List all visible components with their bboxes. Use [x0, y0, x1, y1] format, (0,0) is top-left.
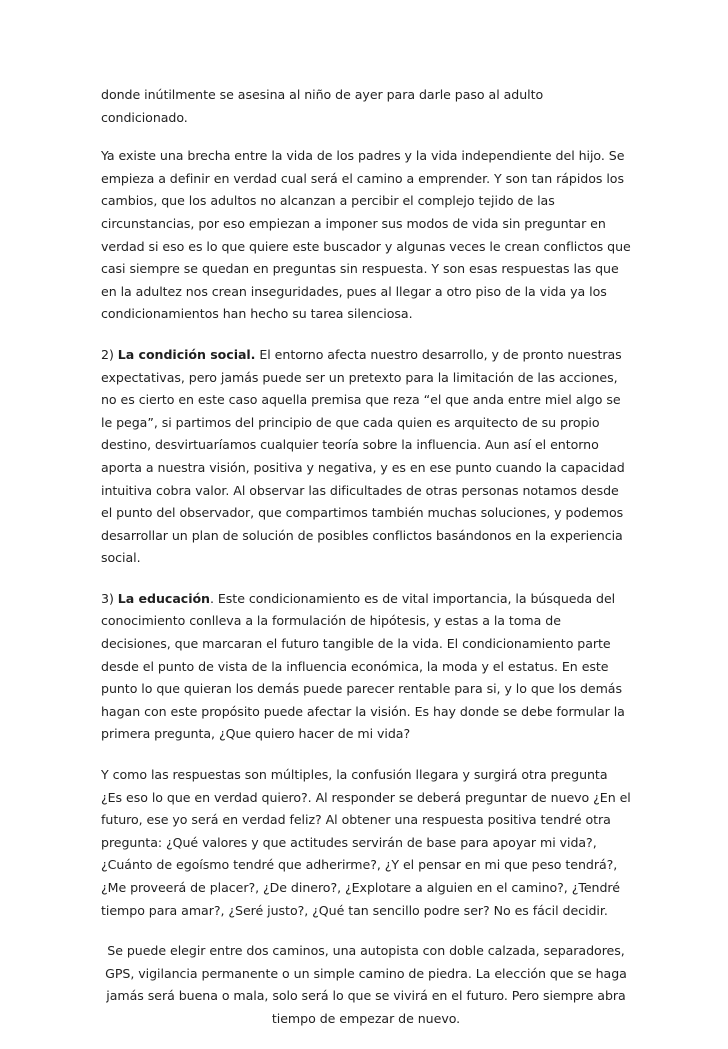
section-heading-education: La educación: [117, 590, 210, 606]
section-heading-social: La condición social.: [117, 346, 256, 362]
section-body-education: . Este condicionamiento es de vital importancia, la búsqueda del conocimiento conlleva a la formulación de hipótesis, y estas a la toma de decisiones, que marcaran el futuro tangible de la vida. El condicionamiento parte desde el punto de vista de la influencia económica, la moda y el estatus. En este punto lo que quieran los demás puede parecer rentable para si, y lo que los demás hagan con este propósito puede afectar la visión. Es hay donde se debe formular la primera pregunta, ¿Que quiero hacer de mi vida?: [101, 590, 625, 742]
document-page: [101, 84, 631, 1049]
section-body-social: El entorno afecta nuestro desarrollo, y de pronto nuestras expectativas, pero jamás puede ser un pretexto para la limitación de las acciones, no es cierto en este caso aquella premisa que reza “el que anda entre miel algo se le pega”, si partimos del principio de que cada quien es arquitecto de su propio destino, desvirtuaríamos cualquier teoría sobre la influencia. Aun así el entorno aporta a nuestra visión, positiva y negativa, y es en ese punto cuando la capacidad intuitiva cobra valor. Al observar las dificultades de otras personas notamos desde el punto del observador, que compartimos también muchas soluciones, y podemos desarrollar un plan de solución de posibles conflictos basándonos en la experiencia social.: [101, 346, 625, 566]
paragraph-questions: Y como las respuestas son múltiples, la confusión llegara y surgirá otra pregunta ¿Es eso lo que en verdad quiero?. Al responder se deberá preguntar de nuevo ¿En el futuro, ese yo será en verdad feliz? Al obtener una respuesta positiva tendré otra pregunta: ¿Qué valores y que actitudes servirán de base para apoyar mi vida?, ¿Cuánto de egoísmo tendré que adherirme?, ¿Y el pensar en mi que peso tendrá?, ¿Me proveerá de placer?, ¿De dinero?, ¿Explotare a alguien en el camino?, ¿Tendré tiempo para amar?, ¿Seré justo?, ¿Qué tan sencillo podre ser? No es fácil decidir.: [101, 767, 631, 918]
paragraph-closing: Se puede elegir entre dos caminos, una autopista con doble calzada, separadores, GPS, vigilancia permanente o un simple camino de piedra. La elección que se haga jamás será buena o mala, solo será lo que se vivirá en el futuro. Pero siempre abra tiempo de empezar de nuevo.: [105, 943, 627, 1026]
paragraph-1: donde inútilmente se asesina al niño de ayer para darle paso al adulto condicionado.: [101, 87, 544, 125]
section-number: 3): [101, 590, 118, 606]
paragraph-social-condition: [101, 344, 631, 570]
paragraph-2: Ya existe una brecha entre la vida de los padres y la vida independiente del hijo. Se empieza a definir en verdad cual será el camino a emprender. Y son tan rápidos los cambios, que los adultos no alcanzan a percibir el complejo tejido de las circunstancias, por eso empiezan a imponer sus modos de vida sin preguntar en verdad si eso es lo que quiere este buscador y algunas veces le crean conflictos que casi siempre se quedan en preguntas sin respuesta. Y son esas respuestas las que en la adultez nos crean inseguridades, pues al llegar a otro piso de la vida ya los condicionamientos han hecho su tarea silenciosa.: [101, 148, 631, 322]
paragraph-education: [101, 588, 631, 746]
section-number: 2): [101, 346, 118, 362]
